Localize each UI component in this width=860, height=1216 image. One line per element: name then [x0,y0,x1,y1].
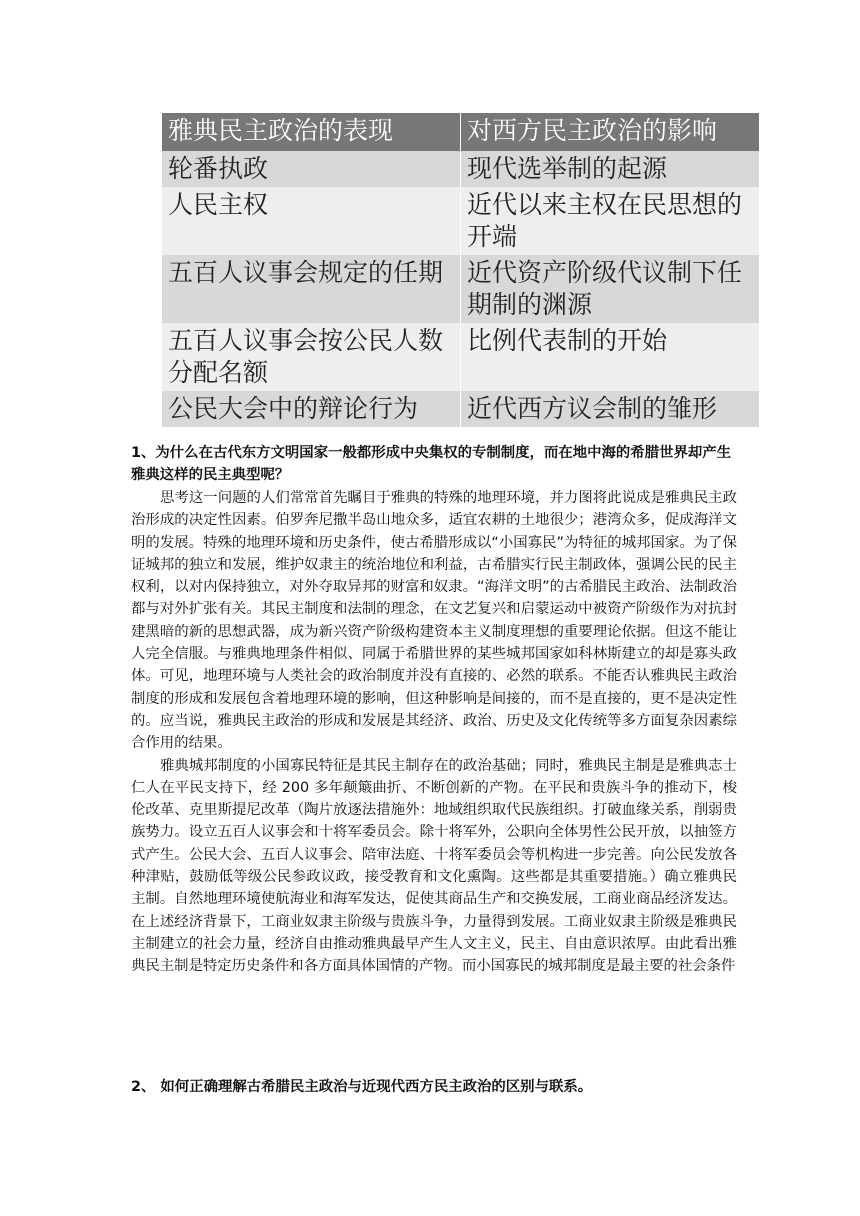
comparison-table [162,113,759,427]
answer-paragraph: 雅典城邦制度的小国寡民特征是其民主制存在的政治基础；同时，雅典民主制是是雅典志士仁人在平民支持下，经 200 多年颠簸曲折、不断创新的产物。在平民和贵族斗争的推动下，梭伦改革、克里斯提尼改革（陶片放逐法措施外：地域组织取代民族组织。打破血缘关系，削弱贵族势力。设立五百人议事会和十将军委员会。除十将军外，公职向全体男性公民开放，以抽签方式产生。公民大会、五百人议事会、陪审法庭、十将军委员会等机构进一步完善。向公民发放各种津贴，鼓励低等级公民参政议政，接受教育和文化熏陶。这些都是其重要措施。）确立雅典民主制。自然地理环境使航海业和海军发达，促使其商品生产和交换发展，工商业商品经济发达。在上述经济背景下，工商业奴隶主阶级与贵族斗争，力量得到发展。工商业奴隶主阶级是雅典民主制建立的社会力量，经济自由推动雅典最早产生人文主义，民主、自由意识浓厚。由此看出雅典民主制是特定历史条件和各方面具体国情的产物。而小国寡民的城邦制度是最主要的社会条件 [131,757,737,975]
table-row [162,151,759,187]
table-cell: 轮番执政 [162,151,461,187]
table-cell: 比例代表制的开始 [461,323,760,391]
table-header-row [162,113,759,151]
table-cell: 公民大会中的辩论行为 [162,391,461,427]
table-row [162,255,759,323]
table-row [162,187,759,255]
table-row [162,323,759,391]
table-cell: 人民主权 [162,187,461,255]
answer-paragraph: 思考这一问题的人们常常首先瞩目于雅典的特殊的地理环境，并力图将此说成是雅典民主政治形成的决定性因素。伯罗奔尼撒半岛山地众多，适宜农耕的土地很少；港湾众多，促成海洋文明的发展。特殊的地理环境和历史条件，使古希腊形成以“小国寡民”为特征的城邦国家。为了保证城邦的独立和发展，维护奴隶主的统治地位和利益，古希腊实行民主制政体，强调公民的民主权利，以对内保持独立，对外夺取异邦的财富和奴隶。“海洋文明”的古希腊民主政治、法制政治都与对外扩张有关。其民主制度和法制的理念，在文艺复兴和启蒙运动中被资产阶级作为对抗封建黑暗的新的思想武器，成为新兴资产阶级构建资本主义制度理想的重要理论依据。但这不能让人完全信服。与雅典地理条件相似、同属于希腊世界的某些城邦国家如科林斯建立的却是寡头政体。可见，地理环境与人类社会的政治制度并没有直接的、必然的联系。不能否认雅典民主政治制度的形成和发展包含着地理环境的影响，但这种影响是间接的，而不是直接的，更不是决定性的。应当说，雅典民主政治的形成和发展是其经济、政治、历史及文化传统等多方面复杂因素综合作用的结果。 [131,490,737,752]
answer-1 [131,487,737,978]
question-1: 1、为什么在古代东方文明国家一般都形成中央集权的专制制度，而在地中海的希腊世界却产生雅典这样的民主典型呢？ [131,445,732,483]
table-row [162,391,759,427]
table-header-cell: 对西方民主政治的影响 [461,113,760,151]
question-2: 2、 如何正确理解古希腊民主政治与近现代西方民主政治的区别与联系。 [131,1079,593,1095]
table-cell: 现代选举制的起源 [461,151,760,187]
table-header-cell: 雅典民主政治的表现 [162,113,461,151]
table-cell: 近代西方议会制的雏形 [461,391,760,427]
table-cell: 近代资产阶级代议制下任期制的渊源 [461,255,760,323]
table-cell: 五百人议事会规定的任期 [162,255,461,323]
table-cell: 五百人议事会按公民人数分配名额 [162,323,461,391]
table-cell: 近代以来主权在民思想的开端 [461,187,760,255]
